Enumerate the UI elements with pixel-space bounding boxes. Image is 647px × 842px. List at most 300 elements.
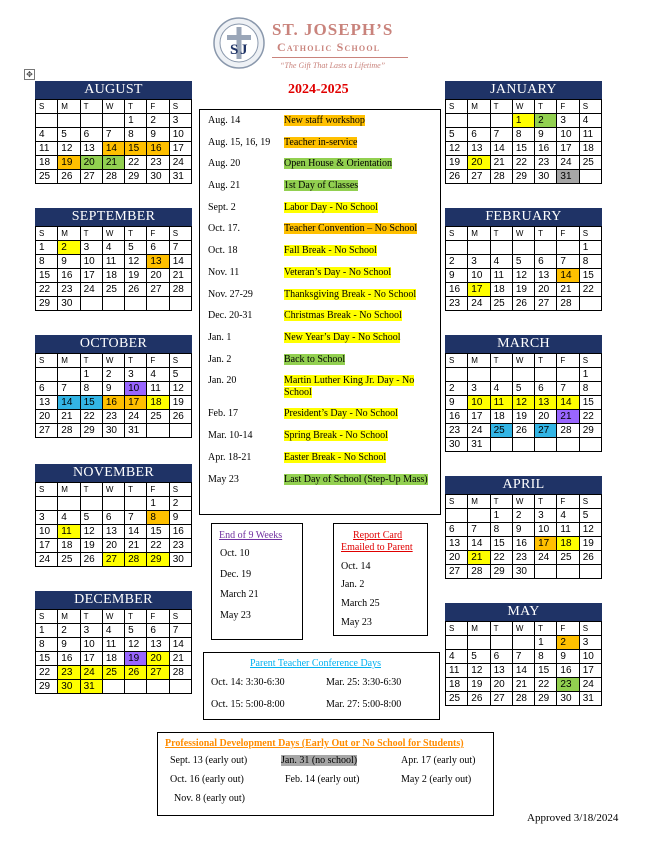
- day-cell: 22: [125, 156, 147, 170]
- empty-day-cell: [535, 241, 557, 255]
- weekday-header: W: [102, 100, 124, 114]
- week-row: [36, 652, 192, 666]
- empty-day-cell: [468, 636, 490, 650]
- empty-day-cell: [579, 438, 601, 452]
- event-date: Mar. 10-14: [208, 430, 253, 441]
- weekday-header: F: [557, 354, 579, 368]
- day-cell: 25: [446, 692, 468, 706]
- day-cell: 2: [446, 255, 468, 269]
- day-cell: 26: [468, 692, 490, 706]
- day-cell: 18: [490, 283, 512, 297]
- month-title: APRIL: [445, 476, 602, 494]
- day-cell: 31: [579, 692, 601, 706]
- report-card-title-line1: Report Card: [353, 530, 403, 541]
- day-cell: 17: [535, 537, 557, 551]
- weekday-header: T: [535, 622, 557, 636]
- empty-day-cell: [80, 114, 102, 128]
- weekday-header: M: [58, 354, 80, 368]
- event-date: Oct. 17.: [208, 223, 240, 234]
- table-move-handle-icon[interactable]: ✥: [24, 69, 35, 80]
- day-cell: 12: [512, 269, 534, 283]
- pd-item: Sept. 13 (early out): [170, 755, 248, 766]
- weekday-header: M: [58, 227, 80, 241]
- day-cell: 22: [535, 678, 557, 692]
- report-card-date: Oct. 14: [341, 561, 371, 572]
- empty-day-cell: [512, 241, 534, 255]
- day-cell: 18: [557, 537, 579, 551]
- week-row: [36, 128, 192, 142]
- week-row: [36, 142, 192, 156]
- weekday-header: W: [512, 495, 534, 509]
- month-may: [445, 603, 602, 706]
- day-cell: 9: [169, 511, 191, 525]
- week-row: [446, 128, 602, 142]
- weekday-header: F: [557, 495, 579, 509]
- weekday-header: T: [490, 622, 512, 636]
- day-cell: 26: [58, 170, 80, 184]
- day-cell: 2: [512, 509, 534, 523]
- day-cell: 15: [125, 142, 147, 156]
- day-cell: 16: [102, 396, 124, 410]
- pd-item: Apr. 17 (early out): [401, 755, 476, 766]
- empty-day-cell: [446, 241, 468, 255]
- day-cell: 27: [468, 170, 490, 184]
- week-row: [446, 565, 602, 579]
- day-cell: 15: [490, 537, 512, 551]
- day-cell: 19: [58, 156, 80, 170]
- day-cell: 15: [512, 142, 534, 156]
- day-cell: 24: [80, 666, 102, 680]
- day-cell: 23: [169, 539, 191, 553]
- day-cell: 10: [535, 523, 557, 537]
- end-of-9-weeks-date: March 21: [220, 589, 259, 600]
- weekday-header: F: [147, 354, 169, 368]
- day-cell: 7: [468, 523, 490, 537]
- day-cell: 11: [579, 128, 601, 142]
- event-description: [284, 289, 434, 301]
- empty-day-cell: [147, 680, 169, 694]
- day-cell: 5: [512, 382, 534, 396]
- weekday-header: W: [512, 227, 534, 241]
- weekday-header: T: [125, 354, 147, 368]
- empty-day-cell: [169, 424, 191, 438]
- day-cell: 13: [535, 396, 557, 410]
- week-row: [446, 170, 602, 184]
- day-cell: 12: [169, 382, 191, 396]
- day-cell: 3: [125, 368, 147, 382]
- day-cell: 11: [147, 382, 169, 396]
- empty-day-cell: [58, 497, 80, 511]
- empty-day-cell: [490, 636, 512, 650]
- day-cell: 24: [579, 678, 601, 692]
- end-of-9-weeks-box: [211, 523, 303, 640]
- week-row: [36, 539, 192, 553]
- day-cell: 16: [512, 537, 534, 551]
- day-cell: 6: [147, 241, 169, 255]
- week-row: [36, 525, 192, 539]
- day-cell: 22: [147, 539, 169, 553]
- weekday-header: T: [125, 483, 147, 497]
- event-description: [284, 474, 434, 486]
- empty-day-cell: [468, 368, 490, 382]
- day-cell: 29: [147, 553, 169, 567]
- day-cell: 9: [58, 255, 80, 269]
- day-cell: 3: [80, 241, 102, 255]
- empty-day-cell: [36, 368, 58, 382]
- month-march: [445, 335, 602, 452]
- month-april: [445, 476, 602, 579]
- weekday-header: F: [147, 227, 169, 241]
- event-description-text: Spring Break - No School: [284, 430, 388, 441]
- day-cell: 12: [125, 255, 147, 269]
- day-cell: 28: [125, 553, 147, 567]
- day-cell: 8: [80, 382, 102, 396]
- empty-day-cell: [125, 497, 147, 511]
- day-cell: 10: [125, 382, 147, 396]
- day-cell: 27: [147, 283, 169, 297]
- day-cell: 16: [557, 664, 579, 678]
- school-tagline: “The Gift That Lasts a Lifetime”: [280, 61, 386, 70]
- day-cell: 3: [36, 511, 58, 525]
- day-cell: 17: [169, 142, 191, 156]
- week-row: [36, 382, 192, 396]
- day-cell: 1: [80, 368, 102, 382]
- day-cell: 13: [490, 664, 512, 678]
- event-description: [284, 223, 434, 235]
- day-cell: 17: [579, 664, 601, 678]
- day-cell: 19: [125, 269, 147, 283]
- event-description-text: Last Day of School (Step-Up Mass): [284, 474, 428, 485]
- week-row: [446, 438, 602, 452]
- day-cell: 15: [36, 652, 58, 666]
- day-cell: 14: [512, 664, 534, 678]
- day-cell: 18: [58, 539, 80, 553]
- day-cell: 5: [468, 650, 490, 664]
- ptc-title: Parent Teacher Conference Days: [250, 658, 381, 669]
- pd-item: Oct. 16 (early out): [170, 774, 244, 785]
- month-title: DECEMBER: [35, 591, 192, 609]
- day-cell: 18: [579, 142, 601, 156]
- weekday-header: T: [80, 610, 102, 624]
- day-cell: 19: [468, 678, 490, 692]
- day-cell: 17: [80, 269, 102, 283]
- weekday-header: M: [468, 227, 490, 241]
- day-cell: 8: [36, 255, 58, 269]
- day-cell: 11: [102, 255, 124, 269]
- day-cell: 20: [446, 551, 468, 565]
- ptc-item: Mar. 27: 5:00-8:00: [326, 699, 402, 710]
- day-cell: 12: [468, 664, 490, 678]
- day-cell: 11: [58, 525, 80, 539]
- weekday-header: F: [557, 100, 579, 114]
- pd-title: Professional Development Days (Early Out or No School for Students): [165, 738, 464, 749]
- event-description-text: Martin Luther King Jr. Day - No School: [284, 375, 415, 398]
- day-cell: 1: [490, 509, 512, 523]
- day-cell: 24: [557, 156, 579, 170]
- parent-teacher-conference-box: [203, 652, 440, 720]
- day-cell: 2: [58, 241, 80, 255]
- month-february: [445, 208, 602, 311]
- day-cell: 14: [557, 269, 579, 283]
- empty-day-cell: [58, 114, 80, 128]
- day-cell: 9: [446, 269, 468, 283]
- day-cell: 10: [36, 525, 58, 539]
- day-cell: 7: [58, 382, 80, 396]
- day-cell: 20: [468, 156, 490, 170]
- day-cell: 8: [579, 382, 601, 396]
- day-cell: 1: [36, 624, 58, 638]
- empty-day-cell: [102, 680, 124, 694]
- day-cell: 6: [490, 650, 512, 664]
- day-cell: 15: [80, 396, 102, 410]
- event-description: [284, 375, 434, 399]
- day-cell: 25: [102, 283, 124, 297]
- empty-day-cell: [102, 297, 124, 311]
- event-date: Jan. 1: [208, 332, 232, 343]
- day-cell: 10: [557, 128, 579, 142]
- day-cell: 22: [512, 156, 534, 170]
- day-cell: 14: [169, 638, 191, 652]
- week-row: [36, 638, 192, 652]
- weekday-header: T: [125, 100, 147, 114]
- day-cell: 26: [125, 666, 147, 680]
- empty-day-cell: [579, 170, 601, 184]
- day-cell: 21: [557, 410, 579, 424]
- day-cell: 20: [147, 652, 169, 666]
- day-cell: 14: [468, 537, 490, 551]
- day-cell: 26: [125, 283, 147, 297]
- day-cell: 7: [125, 511, 147, 525]
- weekday-header: W: [102, 354, 124, 368]
- empty-day-cell: [80, 497, 102, 511]
- day-cell: 25: [557, 551, 579, 565]
- school-name: ST. JOSEPH’S: [272, 20, 394, 39]
- week-row: [36, 114, 192, 128]
- pd-item-highlighted: Jan. 31 (no school): [281, 755, 358, 766]
- day-cell: 10: [468, 396, 490, 410]
- weekday-header: M: [468, 622, 490, 636]
- weekday-header: M: [468, 354, 490, 368]
- event-description-text: Thanksgiving Break - No School: [284, 289, 417, 300]
- month-title: MAY: [445, 603, 602, 621]
- empty-day-cell: [147, 297, 169, 311]
- day-cell: 25: [490, 297, 512, 311]
- weekday-header: M: [58, 610, 80, 624]
- day-cell: 12: [58, 142, 80, 156]
- month-title: JANUARY: [445, 81, 602, 99]
- week-row: [446, 650, 602, 664]
- weekday-header: S: [579, 227, 601, 241]
- day-cell: 15: [579, 269, 601, 283]
- empty-day-cell: [446, 509, 468, 523]
- month-title: SEPTEMBER: [35, 208, 192, 226]
- day-cell: 11: [557, 523, 579, 537]
- day-cell: 5: [125, 624, 147, 638]
- day-cell: 14: [490, 142, 512, 156]
- day-cell: 3: [535, 509, 557, 523]
- day-cell: 13: [80, 142, 102, 156]
- weekday-header: F: [557, 622, 579, 636]
- event-description: [284, 158, 434, 170]
- end-of-9-weeks-date: Oct. 10: [220, 548, 250, 559]
- day-cell: 30: [147, 170, 169, 184]
- day-cell: 17: [557, 142, 579, 156]
- day-cell: 11: [490, 269, 512, 283]
- day-cell: 16: [446, 283, 468, 297]
- event-description: [284, 267, 434, 279]
- day-cell: 29: [579, 424, 601, 438]
- day-cell: 4: [579, 114, 601, 128]
- empty-day-cell: [512, 368, 534, 382]
- day-cell: 20: [490, 678, 512, 692]
- empty-day-cell: [512, 438, 534, 452]
- day-cell: 28: [557, 424, 579, 438]
- day-cell: 2: [446, 382, 468, 396]
- day-cell: 23: [535, 156, 557, 170]
- event-description: [284, 310, 434, 322]
- day-cell: 1: [579, 241, 601, 255]
- week-row: [446, 382, 602, 396]
- month-title: FEBRUARY: [445, 208, 602, 226]
- week-row: [446, 509, 602, 523]
- day-cell: 30: [58, 680, 80, 694]
- event-date: May 23: [208, 474, 239, 485]
- day-cell: 26: [512, 424, 534, 438]
- week-row: [36, 170, 192, 184]
- day-cell: 10: [579, 650, 601, 664]
- day-cell: 27: [535, 424, 557, 438]
- day-cell: 22: [36, 283, 58, 297]
- day-cell: 2: [169, 497, 191, 511]
- event-description: [284, 430, 434, 442]
- empty-day-cell: [169, 297, 191, 311]
- weekday-header: T: [535, 354, 557, 368]
- day-cell: 3: [468, 382, 490, 396]
- week-row: [446, 297, 602, 311]
- event-date: Nov. 27-29: [208, 289, 253, 300]
- event-date: Dec. 20-31: [208, 310, 253, 321]
- day-cell: 4: [102, 624, 124, 638]
- empty-day-cell: [490, 368, 512, 382]
- day-cell: 28: [58, 424, 80, 438]
- day-cell: 16: [446, 410, 468, 424]
- day-cell: 9: [58, 638, 80, 652]
- day-cell: 20: [102, 539, 124, 553]
- week-row: [36, 269, 192, 283]
- empty-day-cell: [535, 368, 557, 382]
- event-description-text: Easter Break - No School: [284, 452, 387, 463]
- day-cell: 2: [102, 368, 124, 382]
- empty-day-cell: [535, 565, 557, 579]
- weekday-header: T: [125, 610, 147, 624]
- day-cell: 2: [58, 624, 80, 638]
- month-title: MARCH: [445, 335, 602, 353]
- day-cell: 10: [80, 638, 102, 652]
- event-description-text: 1st Day of Classes: [284, 180, 359, 191]
- day-cell: 13: [36, 396, 58, 410]
- day-cell: 1: [535, 636, 557, 650]
- day-cell: 16: [169, 525, 191, 539]
- weekday-header: S: [169, 610, 191, 624]
- month-december: [35, 591, 192, 694]
- week-row: [36, 497, 192, 511]
- day-cell: 28: [169, 666, 191, 680]
- event-date: Aug. 14: [208, 115, 241, 126]
- day-cell: 26: [80, 553, 102, 567]
- week-row: [36, 283, 192, 297]
- weekday-header: W: [102, 227, 124, 241]
- day-cell: 8: [579, 255, 601, 269]
- empty-day-cell: [36, 114, 58, 128]
- day-cell: 31: [468, 438, 490, 452]
- day-cell: 17: [36, 539, 58, 553]
- empty-day-cell: [579, 565, 601, 579]
- weekday-header: M: [58, 100, 80, 114]
- day-cell: 5: [579, 509, 601, 523]
- empty-day-cell: [36, 497, 58, 511]
- weekday-header: S: [579, 622, 601, 636]
- month-title: AUGUST: [35, 81, 192, 99]
- event-description-text: Fall Break - No School: [284, 245, 377, 256]
- week-row: [36, 680, 192, 694]
- day-cell: 19: [125, 652, 147, 666]
- day-cell: 12: [512, 396, 534, 410]
- empty-day-cell: [446, 636, 468, 650]
- day-cell: 13: [147, 638, 169, 652]
- day-cell: 5: [58, 128, 80, 142]
- day-cell: 29: [490, 565, 512, 579]
- pd-item: Feb. 14 (early out): [285, 774, 360, 785]
- day-cell: 30: [535, 170, 557, 184]
- weekday-header: T: [80, 100, 102, 114]
- week-row: [36, 511, 192, 525]
- day-cell: 21: [468, 551, 490, 565]
- month-september: [35, 208, 192, 311]
- day-cell: 23: [557, 678, 579, 692]
- day-cell: 27: [147, 666, 169, 680]
- week-row: [36, 553, 192, 567]
- week-row: [446, 283, 602, 297]
- empty-day-cell: [446, 368, 468, 382]
- empty-day-cell: [468, 509, 490, 523]
- event-description-text: Labor Day - No School: [284, 202, 378, 213]
- weekday-header: S: [36, 100, 58, 114]
- day-cell: 24: [80, 283, 102, 297]
- event-description: [284, 202, 434, 214]
- weekday-header: S: [446, 100, 468, 114]
- ptc-item: Oct. 14: 3:30-6:30: [211, 677, 285, 688]
- week-row: [446, 396, 602, 410]
- day-cell: 28: [102, 170, 124, 184]
- day-cell: 12: [579, 523, 601, 537]
- day-cell: 27: [490, 692, 512, 706]
- day-cell: 7: [102, 128, 124, 142]
- week-row: [446, 551, 602, 565]
- end-of-9-weeks-date: May 23: [220, 610, 251, 621]
- empty-day-cell: [557, 368, 579, 382]
- weekday-header: M: [468, 495, 490, 509]
- weekday-header: T: [535, 100, 557, 114]
- event-description: [284, 452, 434, 464]
- event-description-text: Open House & Orientation: [284, 158, 393, 169]
- day-cell: 14: [58, 396, 80, 410]
- empty-day-cell: [125, 680, 147, 694]
- weekday-header: T: [80, 483, 102, 497]
- day-cell: 6: [535, 255, 557, 269]
- day-cell: 30: [102, 424, 124, 438]
- event-description: [284, 180, 434, 192]
- school-subtitle: Catholic School: [277, 40, 381, 54]
